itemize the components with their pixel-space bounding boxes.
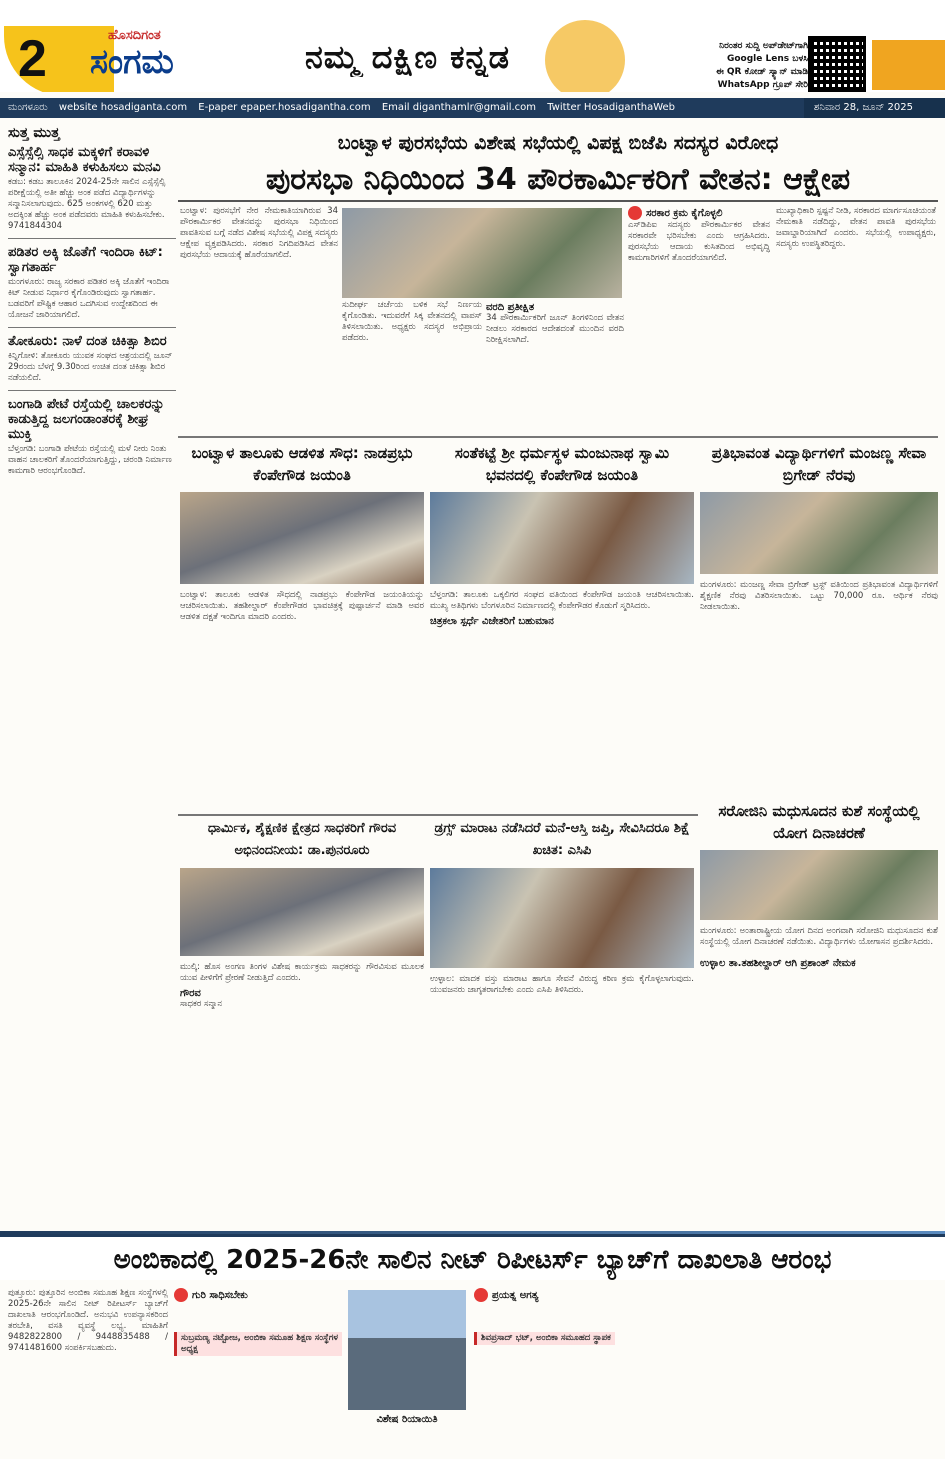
story-body: ಮಂಗಳೂರು: ಅಂತಾರಾಷ್ಟ್ರೀಯ ಯೋಗ ದಿನದ ಅಂಗವಾಗಿ ಸರೋಜಿನಿ ಮಧುಸೂದನ ಕುಶೆ ಸಂಸ್ಥೆಯಲ್ಲಿ ಯೋಗ ದಿನಾಚರಣೆ ನಡೆಯಿತು. ವಿದ್ಯಾರ್ಥಿಗಳು ಯೋಗಾಸನ ಪ್ರದರ್ಶಿಸಿದರು. xyxy=(700,926,938,947)
story-photo xyxy=(180,492,424,584)
lead-headline: ಪುರಸಭಾ ನಿಧಿಯಿಂದ 34 ಪೌರಕಾರ್ಮಿಕರಿಗೆ ವೇತನ: ಆಕ್ಷೇಪ xyxy=(178,158,938,202)
epaper-link[interactable]: E-paper epaper.hosadigantha.com xyxy=(198,102,371,113)
quote-attribution: ಸುಬ್ರಮಣ್ಯ ನಟ್ಟೋಜ, ಅಂಬಿಕಾ ಸಮೂಹ ಶಿಕ್ಷಣ ಸಂಸ್ಥೆಗಳ ಅಧ್ಯಕ್ಷ xyxy=(174,1332,342,1356)
story-punaroor xyxy=(180,818,424,1228)
divider xyxy=(8,327,176,328)
quote-attribution: ಶಿವಪ್ರಸಾದ್ ಭಟ್, ಅಂಬಿಕಾ ಸಮೂಹದ ಸ್ಥಾಪಕ xyxy=(474,1332,615,1345)
story-box-body: ಸಾಧಕರ ಸನ್ಮಾನ xyxy=(180,999,223,1009)
divider xyxy=(178,814,698,816)
story-kempegowda-bantwal xyxy=(180,442,424,812)
bottom-box-1: ಗುರಿ ಸಾಧಿಸಬೇಕು ಸುಬ್ರಮಣ್ಯ ನಟ್ಟೋಜ, ಅಂಬಿಕಾ ಸಮೂಹ ಶಿಕ್ಷಣ ಸಂಸ್ಥೆಗಳ ಅಧ್ಯಕ್ಷ xyxy=(174,1288,342,1454)
left-column xyxy=(8,124,176,1229)
website-link[interactable]: website hosadiganta.com xyxy=(58,102,188,113)
brand-dot-icon xyxy=(474,1288,488,1302)
left-story-3-body: ಕಿನ್ನಿಗೋಳಿ: ತೋಕೂರು ಯುವಕ ಸಂಘದ ಆಶ್ರಯದಲ್ಲಿ ಜೂನ್ 29ರಂದು ಬೆಳಗ್ಗೆ 9.30ರಿಂದ ಉಚಿತ ದಂತ ಚಿಕಿತ್ಸಾ ಶಿಬಿರ ನಡೆಯಲಿದೆ. xyxy=(8,351,173,383)
story-photo xyxy=(430,868,694,968)
story-sub-title: ಉಳ್ಳಾಲ ತಾ.ತಹಶೀಲ್ದಾರ್ ಆಗಿ ಪ್ರಶಾಂತ್ ನೇಮಕ xyxy=(700,958,856,969)
lead-side-body: ಎಸ್‌ಡಿಪಿಐ ಸದಸ್ಯರು ಪೌರಕಾರ್ಮಿಕರ ವೇತನ ಸರಕಾರವೇ ಭರಿಸಬೇಕು ಎಂದು ಆಗ್ರಹಿಸಿದರು. ಪುರಸಭೆಯ ಆದಾಯ ಕುಸಿತದಿಂದ ಅಭಿವೃದ್ಧಿ ಕಾಮಗಾರಿಗಳಿಗೆ ತೊಂದರೆಯಾಗಲಿದೆ. xyxy=(628,220,770,263)
story-drugs-acp xyxy=(430,818,694,1228)
city-label: ಮಂಗಳೂರು xyxy=(8,102,48,113)
story-yoga-day xyxy=(700,800,938,1228)
lead-box-body: 34 ಪೌರಕಾರ್ಮಿಕರಿಗೆ ಜೂನ್ ತಿಂಗಳಿನಿಂದ ವೇತನ ನೀಡಲು ಸರಕಾರದ ಆದೇಶದಂತೆ ಮುಂದಿನ ವರದಿ ನಿರೀಕ್ಷಿಸಲಾಗಿದೆ. xyxy=(486,313,624,345)
story-headline: ಬಂಟ್ವಾಳ ತಾಲೂಕು ಆಡಳಿತ ಸೌಧ: ನಾಡಪ್ರಭು ಕೆಂಪೇಗೌಡ ಜಯಂತಿ xyxy=(191,444,413,484)
story-body: ಮುಲ್ಕಿ: ಹೊಸ ಅಂಗಣ ತಿಂಗಳ ವಿಶೇಷ ಕಾರ್ಯಕ್ರಮ ಸಾಧಕರನ್ನು ಗೌರವಿಸುವ ಮೂಲಕ ಯುವ ಪೀಳಿಗೆಗೆ ಪ್ರೇರಣೆ ನೀಡುತ್ತಿದೆ ಎಂದರು. xyxy=(180,962,424,983)
lead-kicker: ಬಂಟ್ವಾಳ ಪುರಸಭೆಯ ವಿಶೇಷ ಸಭೆಯಲ್ಲಿ ವಿಪಕ್ಷ ಬಿಜೆಪಿ ಸದಸ್ಯರ ವಿರೋಧ xyxy=(337,132,779,154)
story-headline: ಧಾರ್ಮಿಕ, ಶೈಕ್ಷಣಿಕ ಕ್ಷೇತ್ರದ ಸಾಧಕರಿಗೆ ಗೌರವ ಅಭಿನಂದನೀಯ: ಡಾ.ಪುನರೂರು xyxy=(207,821,397,858)
story-kempegowda-santhekatte xyxy=(430,442,694,812)
bottom-box-2: ಪ್ರಯತ್ನ ಅಗತ್ಯ ಶಿವಪ್ರಸಾದ್ ಭಟ್, ಅಂಬಿಕಾ ಸಮೂಹದ ಸ್ಥಾಪಕ xyxy=(474,1288,624,1454)
story-photo xyxy=(180,868,424,956)
story-manjanna-brigade xyxy=(700,442,938,812)
photo-caption: ವಿಶೇಷ ರಿಯಾಯಿತಿ xyxy=(376,1414,438,1425)
divider xyxy=(8,390,176,391)
story-box-title: ಗೌರವ xyxy=(180,988,201,999)
email-link[interactable]: Email diganthamlr@gmail.com xyxy=(381,102,537,113)
masthead xyxy=(0,0,945,92)
lead-body-col1: ಬಂಟ್ವಾಳ: ಪುರಸಭೆಗೆ ನೇರ ನೇಮಕಾತಿಯಾಗಿರುವ 34 ಪೌರಕಾರ್ಮಿಕರ ವೇತನವನ್ನು ಪುರಸಭಾ ನಿಧಿಯಿಂದ ಪಾವತಿಸುವ ಬಗ್ಗೆ ನಡೆದ ವಿಶೇಷ ಸಭೆಯಲ್ಲಿ ವಿಪಕ್ಷ ಸದಸ್ಯರು ಆಕ್ಷೇಪ ವ್ಯಕ್ತಪಡಿಸಿದರು. ಸರಕಾರ ನಿಗದಿಪಡಿಸಿದ ವೇತನ ಪುರಸಭೆಯ ಆದಾಯಕ್ಕೆ ಹೊರೆಯಾಗಲಿದೆ. xyxy=(180,206,338,260)
story-photo xyxy=(700,850,938,920)
page-number: 2 xyxy=(18,30,47,88)
accent-bar xyxy=(872,40,945,90)
story-photo xyxy=(430,492,694,584)
lead-side-box xyxy=(628,206,770,432)
divider xyxy=(178,436,938,438)
divider xyxy=(8,238,176,239)
story-headline: ಡ್ರಗ್ಸ್ ಮಾರಾಟ ನಡೆಸಿದರೆ ಮನೆ-ಆಸ್ತಿ ಜಪ್ತಿ, ಸೇವಿಸಿದರೂ ಶಿಕ್ಷೆ ಖಚಿತ: ಎಸಿಪಿ xyxy=(434,821,690,858)
left-story-3-title: ತೋಕೂರು: ನಾಳೆ ದಂತ ಚಿಕಿತ್ಸಾ ಶಿಬಿರ xyxy=(8,334,167,349)
left-story-2-body: ಮಂಗಳೂರು: ರಾಜ್ಯ ಸರಕಾರ ಪಡಿತರ ಅಕ್ಕಿ ಜೊತೆಗೆ ಇಂದಿರಾ ಕಿಟ್ ನೀಡುವ ನಿರ್ಧಾರ ಕೈಗೊಂಡಿರುವುದು ಸ್ವಾಗತಾರ್ಹ. ಬಡವರಿಗೆ ಪೌಷ್ಟಿಕ ಆಹಾರ ಒದಗಿಸುವ ಉದ್ದೇಶದಿಂದ ಈ ಯೋಜನೆ ಜಾರಿಯಾಗಲಿದೆ. xyxy=(8,277,170,320)
qr-caption: ನಿರಂತರ ಸುದ್ದಿ ಅಪ್‌ಡೇಟ್‌ಗಾಗಿ Google Lens ಬಳಸಿ ಈ QR ಕೋಡ್ ಸ್ಕ್ಯಾನ್ ಮಾಡಿ WhatsApp ಗ್ರೂಪ್ ಸೇರಿ xyxy=(715,41,808,90)
left-story-4-title: ಬಂಗಾಡಿ ಪೇಟೆ ರಸ್ತೆಯಲ್ಲಿ ಚಾಲಕರನ್ನು ಕಾಡುತ್ತಿದ್ದ ಜಲಗಂಡಾಂತರಕ್ಕೆ ಶೀಘ್ರ ಮುಕ್ತಿ xyxy=(8,397,165,442)
twitter-link[interactable]: Twitter HosadiganthaWeb xyxy=(547,102,676,113)
left-story-1-body: ಕಡಬ: ಕಡಬ ತಾಲೂಕಿನ 2024-25ನೇ ಸಾಲಿನ ಎಸ್ಸೆಸ್ಸೆಲ್ಸಿ ಪರೀಕ್ಷೆಯಲ್ಲಿ ಅತೀ ಹೆಚ್ಚು ಅಂಕ ಪಡೆದ ವಿದ್ಯಾರ್ಥಿಗಳನ್ನು ಸನ್ಮಾನಿಸಲಾಗುವುದು. 625 ಅಂಕಗಳಲ್ಲಿ 620 ಮತ್ತು ಅದಕ್ಕಿಂತ ಹೆಚ್ಚು ಅಂಕ ಪಡೆದವರು ಮಾಹಿತಿ ಕಳುಹಿಸಬೇಕು. 9741844304 xyxy=(8,177,166,231)
column-brand: ಸುತ್ತ ಮುತ್ತ xyxy=(8,125,60,141)
brand-big: ಸಂಗಮ xyxy=(90,44,174,81)
bottom-body: ಪುತ್ತೂರು: ಪುತ್ತೂರಿನ ಅಂಬಿಕಾ ಸಮೂಹ ಶಿಕ್ಷಣ ಸಂಸ್ಥೆಗಳಲ್ಲಿ 2025-26ನೇ ಸಾಲಿನ ನೀಟ್ ರಿಪೀಟರ್ಸ್ ಬ್ಯಾಚ್‌ಗೆ ದಾಖಲಾತಿ ಆರಂಭಗೊಂಡಿದೆ. ಅನುಭವಿ ಉಪನ್ಯಾಸಕರಿಂದ ತರಬೇತಿ, ವಸತಿ ವ್ಯವಸ್ಥೆ ಲಭ್ಯ. ಮಾಹಿತಿಗೆ 9482822800 / 9448835488 / 9741481600 ಸಂಪರ್ಕಿಸಬಹುದು. xyxy=(8,1288,168,1353)
left-story-4-body: ಬೆಳ್ತಂಗಡಿ: ಬಂಗಾಡಿ ಪೇಟೆಯ ರಸ್ತೆಯಲ್ಲಿ ಮಳೆ ನೀರು ನಿಂತು ವಾಹನ ಚಾಲಕರಿಗೆ ತೊಂದರೆಯಾಗುತ್ತಿದ್ದು, ಚರಂಡಿ ನಿರ್ಮಾಣ ಕಾಮಗಾರಿ ಆರಂಭಗೊಂಡಿದೆ. xyxy=(8,444,172,476)
institution-photo xyxy=(348,1290,466,1410)
issue-date: ಶನಿವಾರ 28, ಜೂನ್ 2025 xyxy=(804,98,945,118)
lead-photo xyxy=(342,208,622,298)
story-body: ಮಂಗಳೂರು: ಮಂಜಣ್ಣ ಸೇವಾ ಬ್ರಿಗೇಡ್ ಟ್ರಸ್ಟ್ ವತಿಯಿಂದ ಪ್ರತಿಭಾವಂತ ವಿದ್ಯಾರ್ಥಿಗಳಿಗೆ ಶೈಕ್ಷಣಿಕ ನೆರವು ವಿತರಿಸಲಾಯಿತು. ಒಟ್ಟು 70,000 ರೂ. ಆರ್ಥಿಕ ನೆರವು ನೀಡಲಾಯಿತು. xyxy=(700,580,938,612)
brand-dot-icon xyxy=(174,1288,188,1302)
bottom-headline: ಅಂಬಿಕಾದಲ್ಲಿ 2025-26ನೇ ಸಾಲಿನ ನೀಟ್ ರಿಪೀಟರ್ಸ್ ಬ್ಯಾಚ್‌ಗೆ ದಾಖಲಾತಿ ಆರಂಭ xyxy=(0,1234,945,1280)
story-body: ಉಳ್ಳಾಲ: ಮಾದಕ ವಸ್ತು ಮಾರಾಟ ಹಾಗೂ ಸೇವನೆ ವಿರುದ್ಧ ಕಠಿಣ ಕ್ರಮ ಕೈಗೊಳ್ಳಲಾಗುವುದು. ಯುವಜನರು ಜಾಗೃತರಾಗಬೇಕು ಎಂದು ಎಸಿಪಿ ತಿಳಿಸಿದರು. xyxy=(430,974,694,995)
section-title: ನಮ್ಮ ದಕ್ಷಿಣ ಕನ್ನಡ xyxy=(305,38,511,76)
lead-body-col3: ಮುಖ್ಯಾಧಿಕಾರಿ ಸ್ಪಷ್ಟನೆ ನೀಡಿ, ಸರಕಾರದ ಮಾರ್ಗಸೂಚಿಯಂತೆ ನೇಮಕಾತಿ ನಡೆದಿದ್ದು, ವೇತನ ಪಾವತಿ ಪುರಸಭೆಯ ಜವಾಬ್ದಾರಿಯಾಗಿದೆ ಎಂದರು. ಸಭೆಯಲ್ಲಿ ಉಪಾಧ್ಯಕ್ಷರು, ಸದಸ್ಯರು ಉಪಸ್ಥಿತರಿದ್ದರು. xyxy=(776,206,936,249)
brand-small: ಹೊಸದಿಗಂತ xyxy=(108,28,161,43)
story-headline: ಪ್ರತಿಭಾವಂತ ವಿದ್ಯಾರ್ಥಿಗಳಿಗೆ ಮಂಜಣ್ಣ ಸೇವಾ ಬ್ರಿಗೇಡ್ ನೆರವು xyxy=(711,444,927,484)
left-story-1-title: ಎಸ್ಸೆಸ್ಸೆಲ್ಸಿ ಸಾಧಕ ಮಕ್ಕಳಿಗೆ ಕರಾವಳಿ ಸನ್ಮಾನ: ಮಾಹಿತಿ ಕಳುಹಿಸಲು ಮನವಿ xyxy=(8,145,161,175)
story-headline: ಸರೋಜಿನಿ ಮಧುಸೂದನ ಕುಶೆ ಸಂಸ್ಥೆಯಲ್ಲಿ ಯೋಗ ದಿನಾಚರಣೆ xyxy=(718,802,920,842)
story-body: ಬೆಳ್ತಂಗಡಿ: ತಾಲೂಕು ಒಕ್ಕಲಿಗರ ಸಂಘದ ವತಿಯಿಂದ ಕೆಂಪೇಗೌಡ ಜಯಂತಿ ಆಚರಿಸಲಾಯಿತು. ಮುಖ್ಯ ಅತಿಥಿಗಳು ಬೆಂಗಳೂರಿನ ನಿರ್ಮಾಣದಲ್ಲಿ ಕೆಂಪೇಗೌಡರ ಕೊಡುಗೆ ಸ್ಮರಿಸಿದರು. xyxy=(430,590,694,611)
story-headline: ಸಂತೆಕಟ್ಟೆ ಶ್ರೀ ಧರ್ಮಸ್ಥಳ ಮಂಜುನಾಥ ಸ್ವಾಮಿ ಭವನದಲ್ಲಿ ಕೆಂಪೇಗೌಡ ಜಯಂತಿ xyxy=(454,444,670,484)
lead-box-title: ವರದಿ ಪ್ರತೀಕ್ಷಿತ xyxy=(486,302,535,313)
story-body: ಬಂಟ್ವಾಳ: ತಾಲೂಕು ಆಡಳಿತ ಸೌಧದಲ್ಲಿ ನಾಡಪ್ರಭು ಕೆಂಪೇಗೌಡ ಜಯಂತಿಯನ್ನು ಆಚರಿಸಲಾಯಿತು. ತಹಶೀಲ್ದಾರ್ ಕೆಂಪೇಗೌಡರ ಭಾವಚಿತ್ರಕ್ಕೆ ಪುಷ್ಪಾರ್ಚನೆ ಮಾಡಿ ಅವರ ಆಡಳಿತ ದಕ್ಷತೆ ಇಂದಿಗೂ ಮಾದರಿ ಎಂದರು. xyxy=(180,590,424,622)
lead-body-col2: ಸುದೀರ್ಘ ಚರ್ಚೆಯ ಬಳಿಕ ಸಭೆ ನಿರ್ಣಯ ಕೈಗೊಂಡಿತು. ಇದುವರೆಗೆ ಸಿಕ್ಕ ವೇತನದಲ್ಲಿ ವಾಪಸ್ ತಿಳಿಸಲಾಯಿತು. ಅಧ್ಯಕ್ಷರು ಸದಸ್ಯರ ಅಭಿಪ್ರಾಯ ಪಡೆದರು. xyxy=(342,300,482,343)
qr-code-icon[interactable] xyxy=(808,36,866,92)
story-photo xyxy=(700,492,938,574)
story-box-title: ಚಿತ್ರಕಲಾ ಸ್ಪರ್ಧೆ ವಿಜೇತರಿಗೆ ಬಹುಮಾನ xyxy=(430,616,554,627)
info-bar xyxy=(0,98,945,118)
left-story-2-title: ಪಡಿತರ ಅಕ್ಕಿ ಜೊತೆಗೆ ಇಂದಿರಾ ಕಿಟ್: ಸ್ವಾಗತಾರ್ಹ xyxy=(8,245,163,275)
brand-dot-icon xyxy=(628,206,642,220)
lead-box xyxy=(486,302,624,430)
lead-side-title: ಸರಕಾರ ಕ್ರಮ ಕೈಗೊಳ್ಳಲಿ xyxy=(646,208,723,219)
